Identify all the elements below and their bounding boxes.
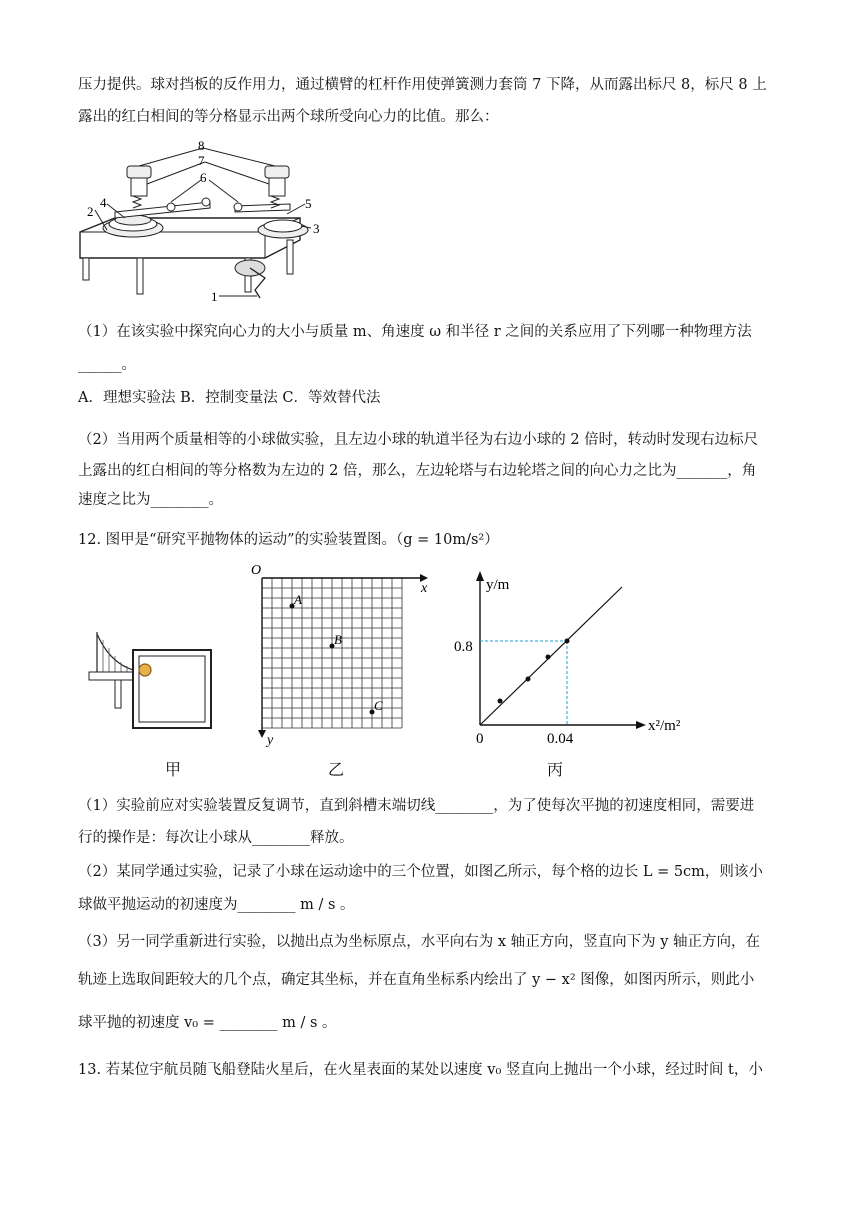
q12-part3-line1: （3）另一同学重新进行实验，以抛出点为坐标原点，水平向右为 x 轴正方向，竖直向下为 y 轴正方向，在 <box>78 934 761 950</box>
apparatus-label-1: 1 <box>211 289 218 304</box>
q11-part1-line1: （1）在该实验中探究向心力的大小与质量 m、角速度 ω 和半径 r 之间的关系应用了下列哪一种物理方法 <box>78 324 752 340</box>
q11-options: A．理想实验法 B．控制变量法 C．等效替代法 <box>78 390 381 406</box>
apparatus-label-7: 7 <box>198 153 205 168</box>
q12-part3-line2: 轨迹上选取间距较大的几个点，确定其坐标，并在直角坐标系内绘出了 y − x² 图像，如图丙所示，则此小 <box>78 972 755 988</box>
q11-part2-line3: 速度之比为________。 <box>78 492 223 508</box>
q12-part2-line1: （2）某同学通过实验，记录了小球在运动途中的三个位置，如图乙所示，每个格的边长 L = 5cm，则该小 <box>78 864 763 880</box>
q11-part1-line2: ______。 <box>78 357 136 373</box>
q13-line1: 13. 若某位宇航员随飞船登陆火星后，在火星表面的某处以速度 v₀ 竖直向上抛出一个小球，经过时间 t，小 <box>78 1062 763 1078</box>
apparatus-label-6: 6 <box>200 170 207 185</box>
launch-apparatus-figure <box>85 630 225 750</box>
graph-origin-label: 0 <box>476 731 484 747</box>
grid-y-label: y <box>267 733 274 748</box>
grid-origin-label: O <box>251 563 262 578</box>
point-a-label: A <box>294 592 302 607</box>
fig-label-yi: 乙 <box>328 760 345 779</box>
grid-x-label: x <box>421 581 428 596</box>
point-c-label: C <box>374 698 383 713</box>
graph-y-label: y/m <box>486 577 510 593</box>
apparatus-label-5: 5 <box>305 196 312 211</box>
apparatus-label-2: 2 <box>87 204 94 219</box>
point-b-label: B <box>334 632 342 647</box>
graph-y-tick: 0.8 <box>454 639 473 655</box>
q12-part3-line3: 球平抛的初速度 v₀ = ________ m / s 。 <box>78 1015 337 1031</box>
centripetal-apparatus-figure <box>75 140 325 310</box>
trajectory-grid-figure <box>245 560 445 750</box>
fig-label-jia: 甲 <box>165 760 182 779</box>
q12-part1-line2: 行的操作是：每次让小球从________释放。 <box>78 830 354 846</box>
intro-line-1: 压力提供。球对挡板的反作用力，通过横臂的杠杆作用使弹簧测力套筒 7 下降，从而露出标尺 8，标尺 8 上 <box>78 77 767 93</box>
q12-part2-line2: 球做平抛运动的初速度为________ m / s 。 <box>78 897 355 913</box>
y-vs-x2-graph <box>450 565 700 750</box>
apparatus-label-8: 8 <box>198 140 205 153</box>
intro-line-2: 露出的红白相间的等分格显示出两个球所受向心力的比值。那么： <box>78 109 499 125</box>
q12-title: 12. 图甲是“研究平抛物体的运动”的实验装置图。（g = 10m/s²） <box>78 532 499 548</box>
q11-part2-line2: 上露出的红白相间的等分格数为左边的 2 倍，那么，左边轮塔与右边轮塔之间的向心力之比为_______，角 <box>78 463 757 479</box>
graph-x-tick: 0.04 <box>547 731 574 747</box>
q11-part2-line1: （2）当用两个质量相等的小球做实验，且左边小球的轨道半径为右边小球的 2 倍时，转动时发现右边标尺 <box>78 432 759 448</box>
fig-label-bing: 丙 <box>547 760 564 779</box>
graph-x-label: x²/m² <box>648 718 681 734</box>
apparatus-label-4: 4 <box>100 195 107 210</box>
q12-part1-line1: （1）实验前应对实验装置反复调节，直到斜槽末端切线________，为了使每次平抛的初速度相同，需要进 <box>78 798 755 814</box>
apparatus-label-3: 3 <box>313 221 320 236</box>
